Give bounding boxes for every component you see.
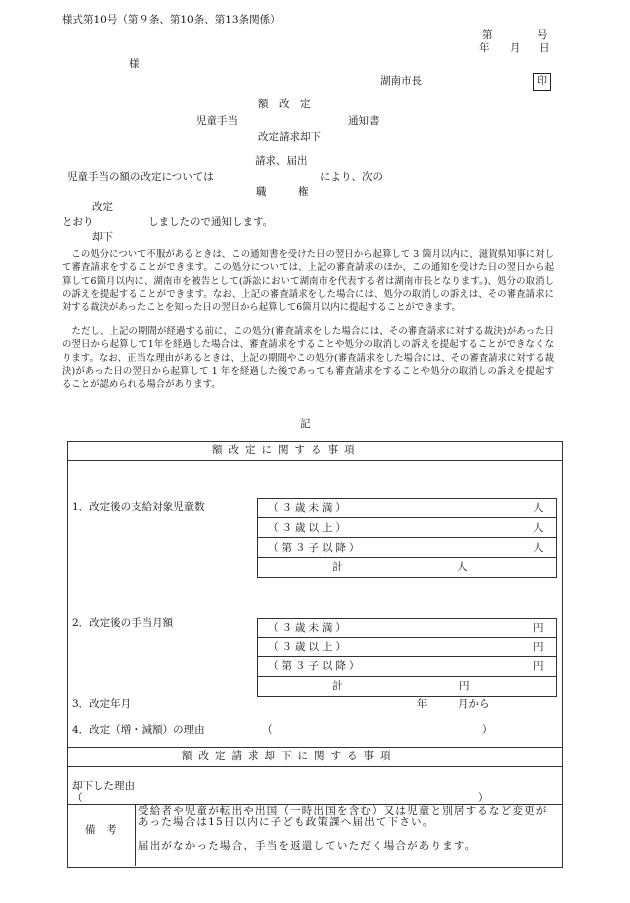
item2-label: 2．改定後の手当月額	[72, 617, 174, 629]
form-number: 様式第10号（第９条、第10条、第13条関係）	[62, 14, 281, 26]
item4-label: 4．改定（増・減額）の理由	[72, 724, 205, 736]
reject-reason-label: 却下した理由	[72, 780, 135, 792]
issuer-name: 湖南市長	[380, 75, 422, 87]
divider	[257, 637, 556, 638]
item2-row-label: （３歳未満）	[268, 622, 349, 634]
item1-row-label: （第３子以降）	[268, 542, 363, 554]
item1-row-label: （３歳未満）	[268, 502, 349, 514]
item3-month-from: 月から	[458, 698, 490, 710]
recipient-honorific: 様	[129, 58, 140, 70]
divider	[257, 656, 556, 657]
item3-year: 年	[417, 698, 428, 710]
item1-row-unit: 人	[533, 502, 544, 514]
appeal-paragraph-1: この処分について不服があるときは、この通知書を受けた日の翌日から起算して 3 箇月以内に、滋賀県知事に対して審査請求をすることができます。この処分については、上記の審査請求のほか、この通知を受けた日の翌日から起算して6箇月以内に、湖南市を被告として(訴訟において湖南市を代表する者は湖南市長となります。)、処分の取消しの訴えを提起することができます。なお、上記の審査請求をした場合には、処分の取消しの訴えは、その審査請求に対する裁決があったことを知った日の翌日から起算して6箇月以内に提起することができます。	[62, 249, 554, 314]
continuation-text: により、次の	[320, 171, 383, 183]
notified-text: しましたので通知します。	[148, 216, 274, 228]
section1-title: 額改定に関する事項	[212, 444, 361, 456]
title-option-reject: 改定請求却下	[258, 131, 321, 143]
divider	[67, 747, 562, 748]
option-revise: 改定	[92, 201, 113, 213]
item4-open-paren: （	[262, 724, 273, 736]
option-authority: 職 権	[256, 186, 309, 198]
item1-total-label: 計	[332, 561, 343, 573]
divider	[257, 676, 556, 677]
divider	[257, 557, 556, 558]
toori-text: とおり	[62, 216, 94, 228]
section2-title: 額改定請求却下に関する事項	[182, 750, 397, 762]
item1-total-unit: 人	[457, 561, 468, 573]
appeal-paragraph-2: ただし、上記の期間が経過する前に、この処分(審査請求をした場合には、その審査請求に対する裁決)があった日の翌日から起算して1年を経過した場合は、審査請求をすることや処分の取消しの訴えを提起することができなくなります。なお、正当な理由があるときは、上記の期間やこの処分(審査請求をした場合には、その審査請求に対する裁決)があった日の翌日から起算して 1 年を経過した後であっても審査請求をすることや処分の取消しの訴えを提起することが認められる場合があります。	[62, 326, 554, 391]
title-option-revise: 額 改 定	[258, 98, 311, 110]
date-year: 年	[479, 42, 490, 54]
divider	[67, 460, 562, 461]
item2-row-unit: 円	[533, 622, 544, 634]
remarks-label: 備 考	[85, 824, 117, 836]
option-request: 請求、届出	[255, 155, 308, 167]
item2-row-label: （３歳以上）	[268, 641, 349, 653]
divider	[135, 804, 136, 866]
remarks-note-1: 受給者や児童が転出や出国（一時出国を含む）又は児童と別居するなど変更があった場合は15日以内に子ども政策課へ届出て下さい。	[138, 805, 548, 828]
item1-label: 1．改定後の支給対象児童数	[72, 501, 205, 513]
item4-close-paren: ）	[482, 724, 493, 736]
item2-row-label: （第３子以降）	[268, 660, 363, 672]
official-seal: 印	[533, 73, 551, 91]
notice-number-label: 第	[482, 29, 493, 41]
divider	[67, 766, 562, 767]
notice-number-suffix: 号	[537, 29, 548, 41]
option-reject: 却下	[92, 231, 113, 243]
title-suffix: 通知書	[348, 115, 380, 127]
item2-row-unit: 円	[533, 660, 544, 672]
item2-total-unit: 円	[459, 680, 470, 692]
item2-total-label: 計	[332, 680, 343, 692]
reject-close-paren: ）	[478, 792, 489, 804]
item1-row-unit: 人	[533, 522, 544, 534]
reject-open-paren: （	[72, 792, 83, 804]
date-day: 日	[539, 42, 550, 54]
item3-label: 3．改定年月	[72, 698, 132, 710]
remarks-note-2: 届出がなかった場合、手当を返還していただく場合があります。	[138, 840, 477, 852]
date-month: 月	[510, 42, 521, 54]
divider	[257, 537, 556, 538]
item1-row-unit: 人	[533, 542, 544, 554]
item2-row-unit: 円	[533, 641, 544, 653]
divider	[257, 517, 556, 518]
title-prefix: 児童手当	[196, 115, 238, 127]
intro-text: 児童手当の額の改定については	[67, 171, 214, 183]
ki-heading: 記	[300, 418, 311, 430]
item1-row-label: （３歳以上）	[268, 522, 349, 534]
